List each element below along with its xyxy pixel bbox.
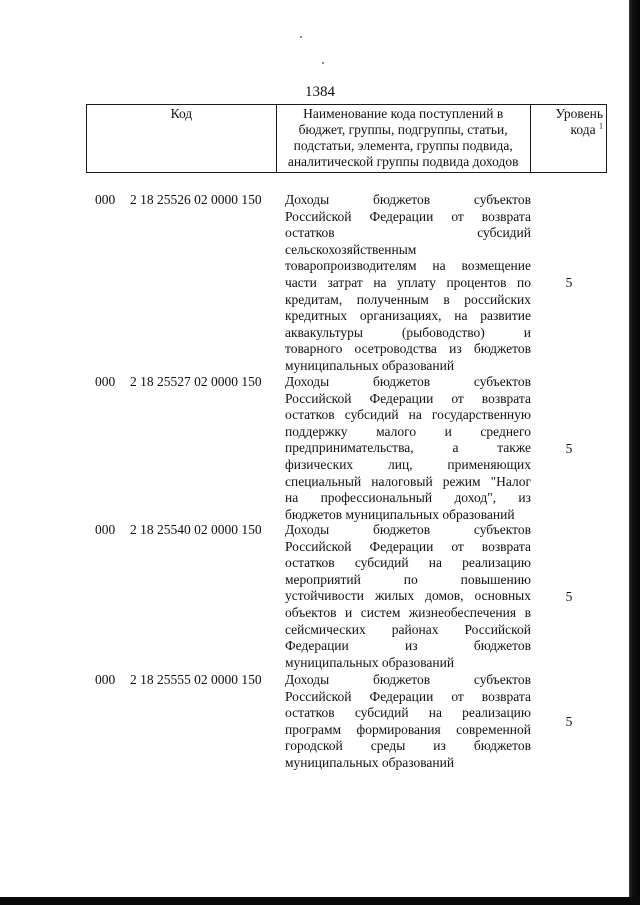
entry-description-line: товаропроизводителям на возмещение — [285, 258, 531, 274]
entry-code: 2 18 25526 02 0000 150 — [130, 192, 262, 207]
entry-description-line: мероприятий по повышению — [285, 571, 531, 587]
scan-speck — [300, 36, 302, 38]
entry-description-line: специальный налоговый режим "Налог — [285, 473, 531, 489]
column-header-name-line: аналитической группы подвида доходов — [287, 154, 519, 169]
entry-description-line: физических лиц, применяющих — [285, 456, 531, 472]
entry-prefix: 000 — [95, 192, 116, 207]
page-number: 1384 — [305, 84, 335, 100]
entry-description-line: остатков субсидий на реализацию — [285, 705, 531, 721]
entry-prefix: 000 — [95, 374, 116, 389]
entry-description-line: Доходы бюджетов субъектов — [285, 192, 531, 207]
column-header-level-word: кода — [570, 122, 596, 137]
entry-prefix: 000 — [95, 522, 116, 537]
entry-description-line: программ формирования современной — [285, 721, 531, 737]
entry-code: 2 18 25527 02 0000 150 — [130, 374, 262, 389]
entry-description-line: части затрат на уплату процентов по — [285, 274, 531, 290]
entry-description-line: Доходы бюджетов субъектов — [285, 522, 531, 537]
footnote-marker: 1 — [599, 121, 603, 131]
entry-description-line: на профессиональный доход", из — [285, 490, 531, 506]
column-header-level — [530, 105, 606, 173]
entry-description-line: аквакультуры (рыбоводство) и — [285, 324, 531, 340]
entry-code: 2 18 25540 02 0000 150 — [130, 522, 262, 537]
entry-description — [285, 522, 531, 671]
entry-description-line: Российской Федерации от возврата — [285, 538, 531, 554]
scan-speck — [322, 62, 324, 64]
entry-description-line: бюджетов муниципальных образований — [285, 506, 515, 522]
column-header-level-line2 — [534, 122, 603, 138]
entry-description — [285, 374, 531, 523]
entry-prefix: 000 — [95, 672, 116, 687]
entry-description-line: Федерации из бюджетов — [285, 638, 531, 654]
column-header-name-line: бюджет, группы, подгруппы, статьи, — [298, 122, 508, 137]
entry-level: 5 — [565, 589, 573, 604]
entry-description-line: сейсмических районах Российской — [285, 621, 531, 637]
column-header-level-line1: Уровень — [555, 106, 603, 121]
entry-description-line: кредитам, полученным в российских — [285, 291, 531, 307]
entry-description — [285, 672, 531, 772]
table-header — [86, 104, 607, 173]
entry-description-line: предпринимательства, а также — [285, 440, 531, 456]
entry-description-line: кредитных организациях, на развитие — [285, 308, 531, 324]
entry-description-line: муниципальных образований — [285, 357, 455, 373]
scan-edge-right — [629, 0, 640, 905]
entry-description-line: остатков субсидий на реализацию — [285, 555, 531, 571]
entry-description-line: Доходы бюджетов субъектов — [285, 374, 531, 389]
entry-description — [285, 192, 531, 375]
entry-level: 5 — [565, 714, 573, 729]
entry-description-line: поддержку малого и среднего — [285, 423, 531, 439]
entry-description-line: устойчивости жилых домов, основных — [285, 588, 531, 604]
entry-description-line: Российской Федерации от возврата — [285, 688, 531, 704]
column-header-name-line: Наименование кода поступлений в — [303, 106, 504, 121]
entry-code: 2 18 25555 02 0000 150 — [130, 672, 262, 687]
entry-description-line: муниципальных образований — [285, 654, 455, 670]
column-header-name-line: подстатьи, элемента, группы подвида, — [293, 138, 513, 153]
entry-description-line: товарного осетроводства из бюджетов — [285, 341, 531, 357]
column-header-code: Код — [87, 105, 277, 173]
scan-edge-bottom — [0, 897, 640, 905]
entry-description-line: Российской Федерации от возврата — [285, 390, 531, 406]
entry-description-line: остатков субсидий на государственную — [285, 407, 531, 423]
entry-description-line: объектов и систем жизнеобеспечения в — [285, 604, 531, 620]
entry-level: 5 — [565, 441, 573, 456]
entry-description-line: Доходы бюджетов субъектов — [285, 672, 531, 687]
entry-description-line: Российской Федерации от возврата — [285, 208, 531, 224]
entry-description-line: остатков субсидий — [285, 225, 531, 241]
entry-description-line: сельскохозяйственным — [285, 241, 417, 257]
column-header-name — [276, 105, 530, 173]
entry-description-line: муниципальных образований — [285, 754, 455, 770]
entry-description-line: городской среды из бюджетов — [285, 738, 531, 754]
entry-level: 5 — [565, 275, 573, 290]
